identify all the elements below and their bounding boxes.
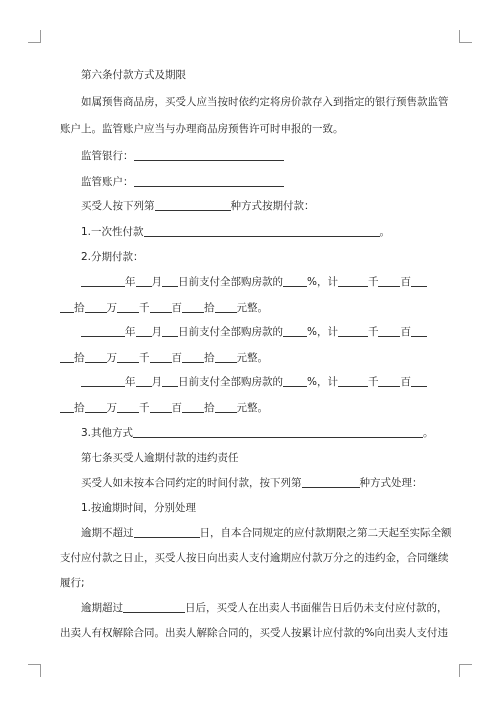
blank-field[interactable] [162,325,178,337]
paragraph-line [81,600,448,615]
text: 日，自本合同规定的应付款期限之第二天起至实际全额 [199,527,452,539]
blank-field[interactable] [182,351,204,363]
blank-field[interactable] [81,375,125,387]
blank-field[interactable] [338,375,368,387]
blank-field[interactable] [302,476,360,488]
text: 月 [151,326,162,338]
heading-article-6 [81,67,186,82]
text: 千 [367,376,379,388]
text: 买受人按下列第 [81,200,155,212]
text: 千 [139,352,150,364]
text: 日前支付全部购房款的 [178,376,283,388]
blank-field[interactable] [144,225,380,237]
blank-field[interactable] [123,601,185,613]
blank-field[interactable] [411,325,427,337]
installment-row [81,274,427,289]
text: 种方式处理： [359,477,423,489]
blank-field[interactable] [81,325,125,337]
text: 千 [367,276,379,288]
text: 百 [400,326,411,338]
installment-row-cont [60,400,268,415]
blank-field[interactable] [215,301,237,313]
text: 月 [151,376,162,388]
paragraph-line [60,550,449,565]
text: 百 [400,276,411,288]
text: 日后，买受人在出卖人书面催告日后仍未支付应付款的， [185,602,448,614]
blank-field[interactable] [134,175,284,187]
text: 。 [379,226,391,238]
text: 万 [106,352,117,364]
text: 元整。 [236,352,268,364]
corner-mark-top-left [28,30,41,43]
blank-field[interactable] [378,275,400,287]
text: 年 [125,276,136,288]
late-payment-choice [81,475,423,490]
heading-article-7 [81,450,239,465]
blank-field[interactable] [378,375,400,387]
label: 监管账户： [81,176,134,188]
blank-field[interactable] [134,149,284,161]
paragraph-line [60,121,344,136]
late-option-1 [81,500,196,515]
blank-field[interactable] [134,526,200,538]
blank-field[interactable] [378,325,400,337]
text: 种方式按期付款： [230,200,315,212]
blank-field[interactable] [155,199,231,211]
text: 年 [125,326,136,338]
text: 拾 [74,352,85,364]
installment-row-cont [60,350,268,365]
blank-field[interactable] [215,351,237,363]
option-other [81,425,434,440]
text: 月 [151,276,162,288]
paragraph-line [60,575,85,590]
text: 日前支付全部购房款的 [178,276,283,288]
text: 拾 [74,302,85,314]
corner-mark-top-right [459,30,472,43]
text: 逾期超过 [81,602,123,614]
corner-mark-bottom-left [28,664,41,677]
text: 如属预售商品房，买受人应当按时依约定将房价款存入到指定的银行预售款监管 [81,96,449,108]
blank-field[interactable] [338,325,368,337]
text: 拾 [204,302,215,314]
text: 1.按逾期时间，分别处理 [81,502,197,514]
option-lump-sum [81,224,390,239]
blank-field[interactable] [85,301,107,313]
blank-field[interactable] [283,325,307,337]
field-supervision-bank [81,148,284,163]
blank-field[interactable] [411,275,427,287]
text: 千 [139,402,150,414]
installment-row [81,374,427,389]
text: 逾期不超过 [81,527,134,539]
blank-field[interactable] [117,401,139,413]
installment-row-cont [60,300,268,315]
text: 日前支付全部购房款的 [178,326,283,338]
blank-field[interactable] [117,301,139,313]
blank-field[interactable] [60,301,74,313]
text: 万 [106,302,117,314]
text: %，计 [307,276,338,288]
blank-field[interactable] [182,301,204,313]
text: 万 [106,402,117,414]
text: 拾 [204,402,215,414]
payment-method-choice [81,198,315,213]
corner-mark-bottom-right [459,664,472,677]
text: 出卖人有权解除合同。出卖人解除合同的，买受人按累计应付款的%向出卖人支付违 [60,627,448,639]
text: 1.一次性付款 [81,226,144,238]
label: 监管银行： [81,150,134,162]
text: 账户上。监管账户应当与办理商品房预售许可时申报的一致。 [60,123,344,135]
blank-field[interactable] [283,375,307,387]
text: 2.分期付款： [81,251,144,263]
text: %，计 [307,376,338,388]
blank-field[interactable] [117,351,139,363]
blank-field[interactable] [338,275,368,287]
blank-field[interactable] [60,401,74,413]
field-supervision-account [81,174,284,189]
text: 百 [171,352,182,364]
installment-row [81,324,427,339]
text: 。 [423,427,434,439]
text: 千 [367,326,379,338]
text: 百 [400,376,411,388]
blank-field[interactable] [411,375,427,387]
blank-field[interactable] [85,351,107,363]
text: 拾 [74,402,85,414]
blank-field[interactable] [136,375,152,387]
text: 年 [125,376,136,388]
blank-field[interactable] [215,401,237,413]
blank-field[interactable] [150,301,172,313]
blank-field[interactable] [283,275,307,287]
blank-field[interactable] [85,401,107,413]
blank-field[interactable] [136,275,152,287]
blank-field[interactable] [60,351,74,363]
text: %，计 [307,326,338,338]
paragraph-line [81,94,449,109]
text: 第六条付款方式及期限 [81,69,186,81]
paragraph-line [60,625,448,640]
text: 元整。 [236,402,268,414]
blank-field[interactable] [81,275,125,287]
text: 第七条买受人逾期付款的违约责任 [81,452,239,464]
text: 履行; [60,577,85,589]
blank-field[interactable] [133,426,423,438]
blank-field[interactable] [162,275,178,287]
text: 千 [139,302,150,314]
blank-field[interactable] [150,351,172,363]
option-installment [81,249,144,264]
text: 百 [171,402,182,414]
text: 元整。 [236,302,268,314]
blank-field[interactable] [182,401,204,413]
text: 拾 [204,352,215,364]
blank-field[interactable] [150,401,172,413]
blank-field[interactable] [162,375,178,387]
text: 买受人如未按本合同约定的时间付款，按下列第 [81,477,302,489]
text: 支付应付款之日止，买受人按日向出卖人支付逾期应付款万分之的违约金，合同继续 [60,552,449,564]
text: 百 [171,302,182,314]
blank-field[interactable] [136,325,152,337]
text: 3.其他方式 [81,427,134,439]
paragraph-line [81,525,452,540]
